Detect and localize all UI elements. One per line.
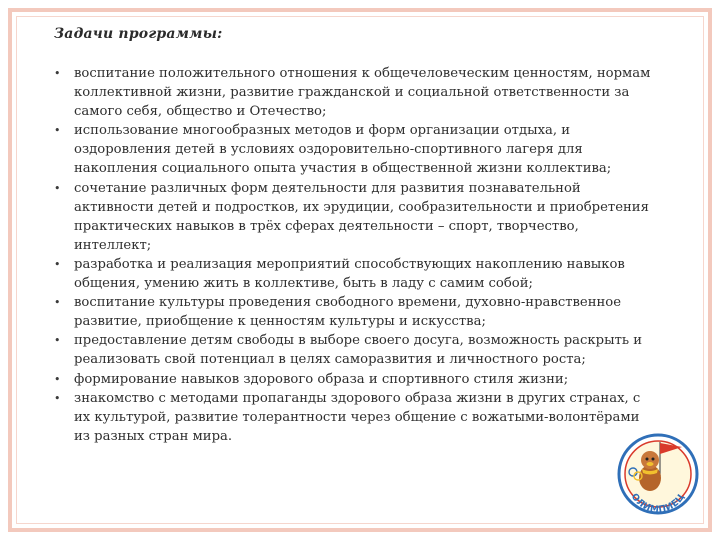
list-item-text: воспитание положительного отношения к общечеловеческим ценностям, нормам коллективной жизни, развитие гражданской и социальной ответственности за самого себя, общество и Отечество; [74, 66, 651, 120]
list-item-text: сочетание различных форм деятельности для развития познавательной активности детей и подростков, их эрудиции, сообразительности и приобретения практических навыков в трёх сферах деятельности – спорт, творчество, интеллект; [74, 180, 649, 253]
bullet-icon: • [54, 372, 61, 386]
task-list [54, 64, 654, 446]
list-item [54, 331, 654, 369]
list-item [54, 64, 654, 121]
bullet-icon: • [54, 296, 61, 310]
list-item [54, 121, 654, 178]
bullet-icon: • [54, 391, 61, 405]
list-item-text: воспитание культуры проведения свободного времени, духовно-нравственное развитие, приобщение к ценностям культуры и искусства; [74, 295, 622, 330]
logo-mascot-head [641, 451, 659, 469]
list-item [54, 370, 654, 389]
list-item [54, 389, 654, 446]
list-item-text: знакомство с методами пропаганды здорового образа жизни в других странах, с их культурой, развитие толерантности через общение с вожатыми-волонтёрами из разных стран мира. [74, 390, 641, 444]
bullet-icon: • [54, 181, 61, 195]
camp-logo [616, 432, 700, 516]
bullet-icon: • [54, 124, 61, 138]
list-item-text: предоставление детям свободы в выборе своего досуга, возможность раскрыть и реализовать свой потенциал в целях саморазвития и личностного роста; [74, 333, 643, 368]
list-item-text: формирование навыков здорового образа и спортивного стиля жизни; [74, 371, 569, 387]
bullet-icon: • [54, 67, 61, 80]
list-item-text: использование многообразных методов и форм организации отдыха, и оздоровления детей в условиях оздоровительно-спортивного лагеря для накопления социального опыта участия в общественной жизни коллектива; [74, 123, 612, 177]
list-item [54, 255, 654, 293]
list-item [54, 293, 654, 331]
bullet-icon: • [54, 257, 61, 271]
logo-text: ОЛИМПИЕЦ [628, 491, 688, 516]
list-item-text: разработка и реализация мероприятий способствующих накоплению навыков общения, умению жить в коллективе, быть в ладу с самим собой; [74, 256, 625, 292]
list-item [54, 179, 654, 255]
slide-title: Задачи программы: [54, 26, 223, 42]
bullet-icon: • [54, 334, 61, 348]
